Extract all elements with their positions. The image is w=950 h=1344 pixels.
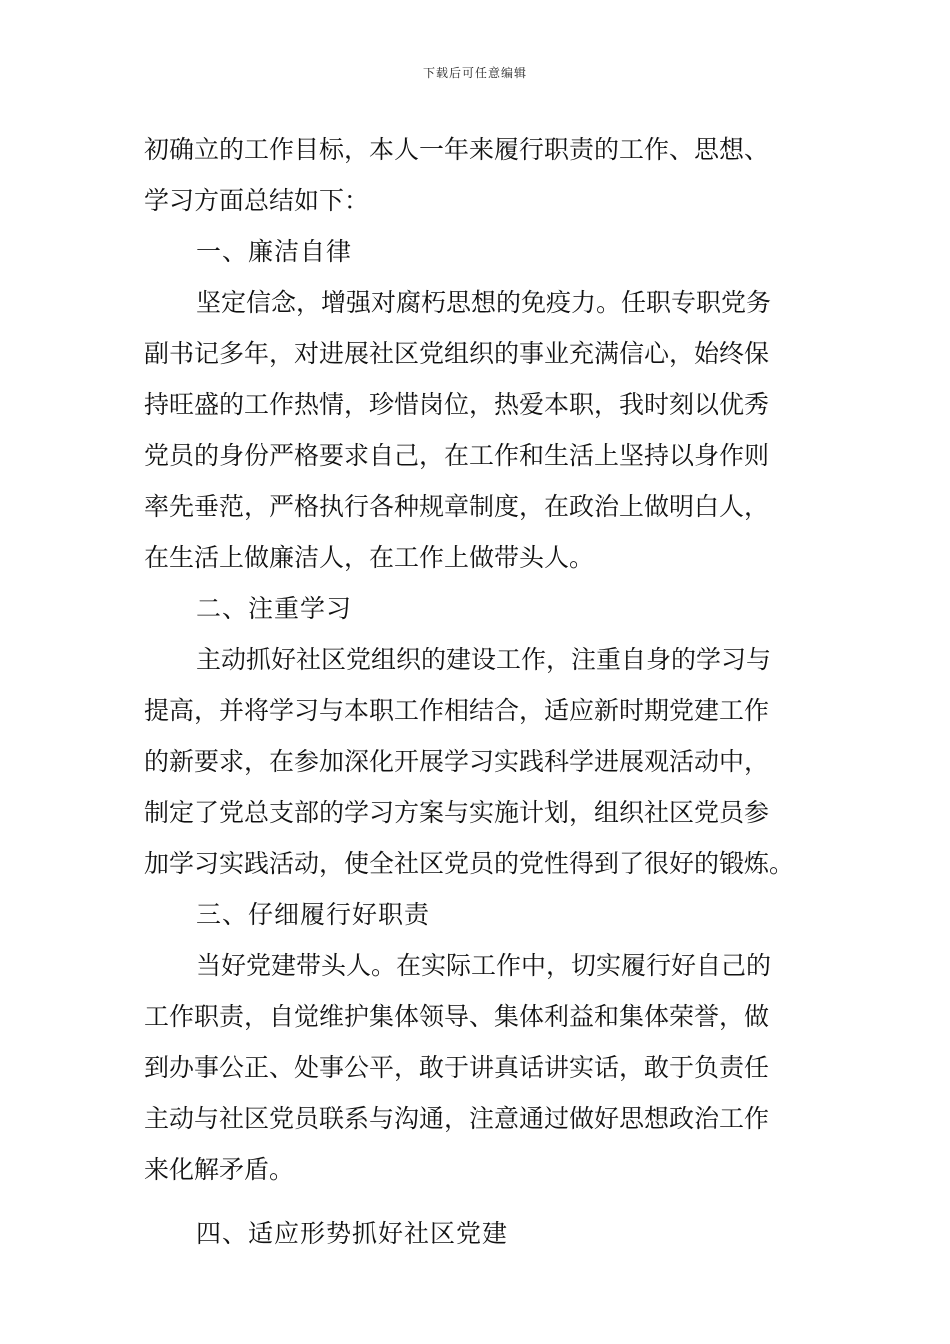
paragraph-line: 坚定信念，增强对腐朽思想的免疫力。任职专职党务 [196,288,772,317]
paragraph-line: 党员的身份严格要求自己，在工作和生活上坚持以身作则 [144,441,770,470]
paragraph-line: 在生活上做廉洁人，在工作上做带头人。 [144,543,595,572]
section-heading-4: 四、适应形势抓好社区党建 [196,1219,509,1248]
paragraph-line: 来化解矛盾。 [144,1155,295,1184]
paragraph-line: 学习方面总结如下： [144,186,370,215]
section-heading-3: 三、仔细履行好职责 [196,900,431,929]
paragraph-line: 主动抓好社区党组织的建设工作，注重自身的学习与 [196,645,772,674]
paragraph-line: 的新要求，在参加深化开展学习实践科学进展观活动中， [144,747,770,776]
page-header-note: 下载后可任意编辑 [422,66,527,80]
section-heading-1: 一、廉洁自律 [196,237,353,266]
paragraph-line: 提高，并将学习与本职工作相结合，适应新时期党建工作 [144,696,770,725]
paragraph-line: 率先垂范，严格执行各种规章制度，在政治上做明白人， [144,492,770,521]
section-heading-2: 二、注重学习 [196,594,353,623]
paragraph-line: 当好党建带头人。在实际工作中，切实履行好自己的 [196,951,772,980]
paragraph-line: 主动与社区党员联系与沟通，注意通过做好思想政治工作 [144,1104,770,1133]
paragraph-line: 持旺盛的工作热情，珍惜岗位，热爱本职，我时刻以优秀 [144,390,770,419]
paragraph-line: 副书记多年，对进展社区党组织的事业充满信心，始终保 [144,339,770,368]
paragraph-line: 到办事公正、处事公平，敢于讲真话讲实话，敢于负责任 [144,1053,770,1082]
paragraph-line: 工作职责，自觉维护集体领导、集体利益和集体荣誉，做 [144,1002,770,1031]
document-body [144,124,809,1259]
paragraph-line: 制定了党总支部的学习方案与实施计划，组织社区党员参 [144,798,770,827]
paragraph-line: 初确立的工作目标，本人一年来履行职责的工作、思想、 [144,135,770,164]
paragraph-line: 加学习实践活动，使全社区党员的党性得到了很好的锻炼。 [144,849,795,878]
